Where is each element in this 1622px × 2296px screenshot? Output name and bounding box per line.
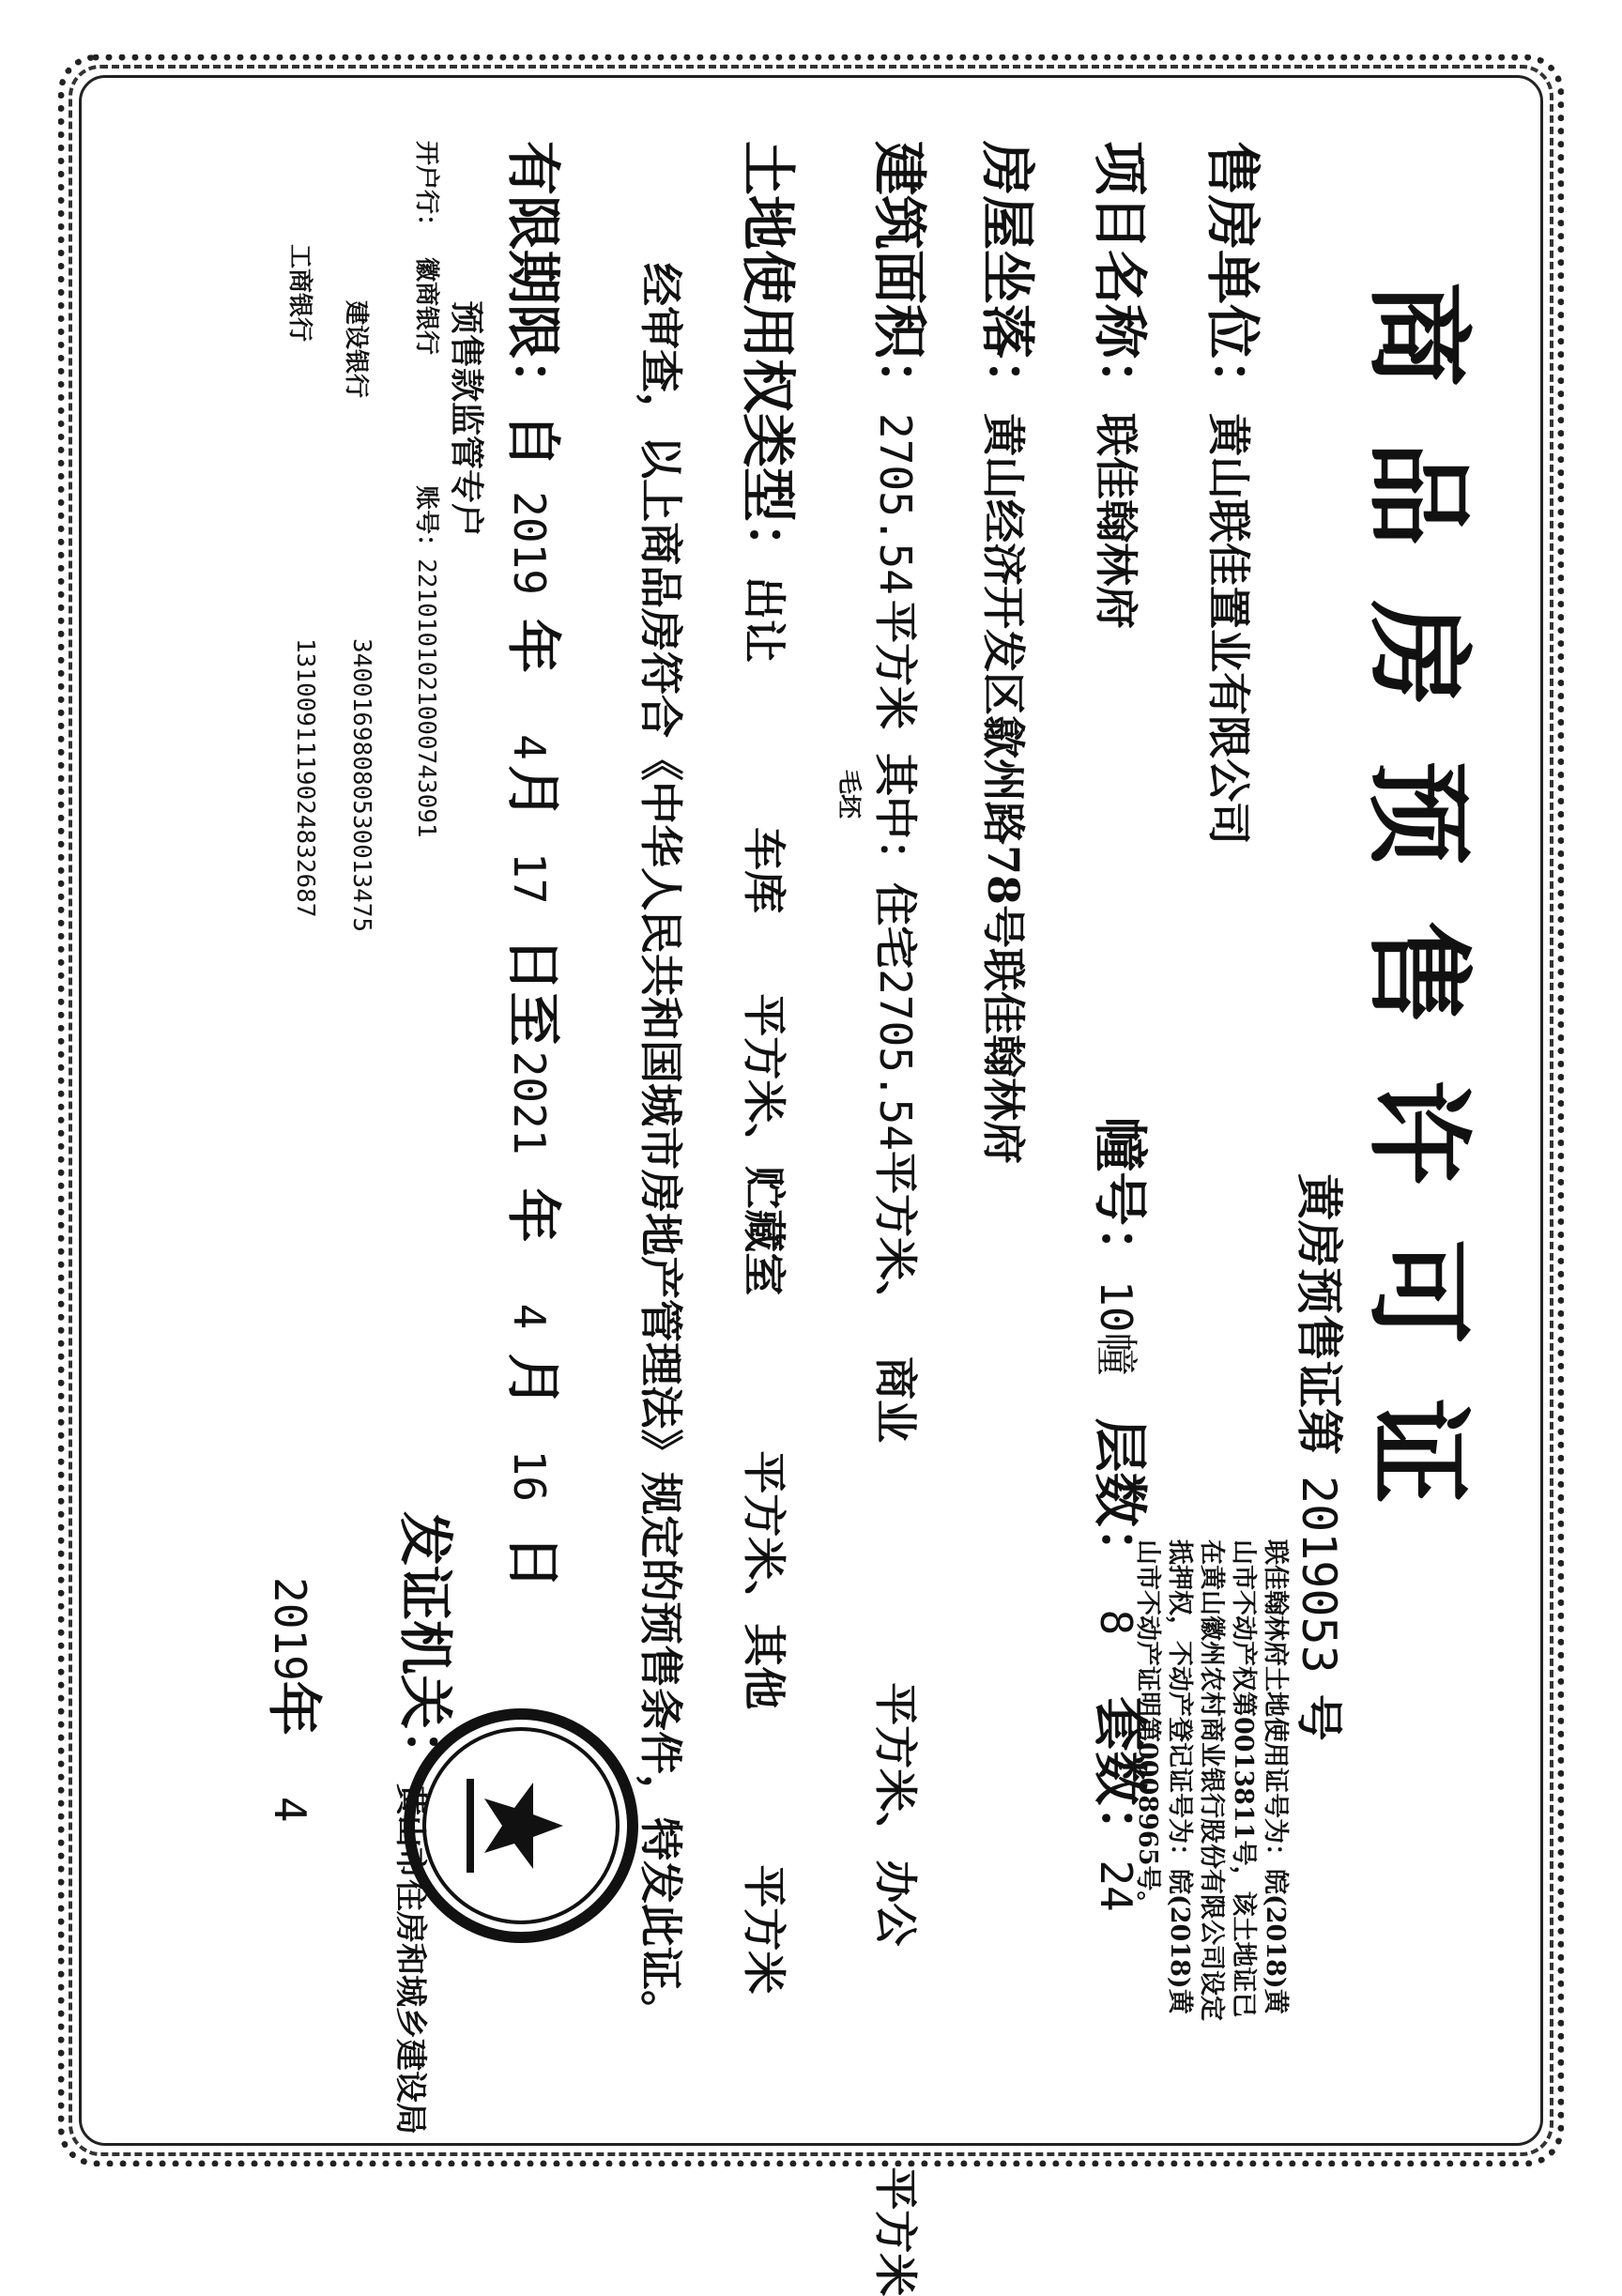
commercial-label: 商业 — [870, 1356, 921, 1444]
account-label: 账号： — [412, 485, 440, 559]
start-month-char: 月 — [501, 764, 565, 819]
issue-month: 4 — [265, 1796, 315, 1823]
among-label: 其中： — [870, 753, 921, 883]
commercial-unit: 平方米、 — [870, 1682, 921, 1856]
end-month: 4 — [504, 1303, 555, 1330]
star-icon — [404, 1708, 638, 1943]
floors-value: 8 — [1091, 1609, 1141, 1636]
location-label: 房屋坐落： — [975, 141, 1039, 414]
account-number-3: 1310091119024832687 — [291, 638, 319, 918]
official-seal — [404, 1708, 638, 1943]
garage-unit: 平方米、 — [739, 993, 789, 1167]
start-year-char: 年 — [501, 619, 565, 674]
garage-label: 车库 — [739, 827, 789, 914]
issuer-authority: 黄山市住房和城乡建设局 — [391, 1783, 429, 2135]
storage-unit: 平方米、 — [739, 1450, 789, 1624]
start-day-to: 日至 — [501, 937, 565, 1047]
residential-label: 住宅 — [870, 882, 921, 970]
location-row — [972, 141, 1051, 1164]
land-use-value: 出让 — [739, 576, 789, 664]
issue-year-char: 年 — [262, 1680, 326, 1736]
bank-name-3: 工商银行 — [285, 244, 314, 343]
certificate-suffix: 号 — [1292, 1693, 1347, 1741]
area-label: 建筑面积： — [867, 141, 931, 414]
project-row — [1085, 141, 1164, 629]
location-value: 黄山经济开发区歙州路78号联佳翰林府 — [978, 413, 1029, 1165]
area-unit: 平方米 — [870, 599, 921, 729]
office-unit: 平方米 — [870, 2166, 921, 2296]
start-day: 17 — [504, 852, 555, 905]
floors-label: 层数： — [1088, 1417, 1152, 1582]
seller-value: 黄山联佳置业有限公司 — [1203, 413, 1254, 846]
start-month: 4 — [504, 734, 555, 760]
other-unit: 平方米 — [739, 1864, 789, 1995]
validity-row — [498, 141, 577, 1589]
land-certificate-note: 联佳翰林府土地使用证号为：皖(2018)黄山市不动产权第0013811号，该土地证已在黄山徽州农村商业银行股份有限公司设定抵押权，不动产登记证号为：皖(2018)黄山市不动产证明第0008965号。 — [1133, 1539, 1290, 2021]
office-label: 办公 — [870, 1860, 921, 1947]
units-value: 24 — [1091, 1860, 1141, 1912]
start-year: 2019 — [504, 491, 555, 595]
bank-name-2: 建设银行 — [342, 300, 370, 399]
bank-name-1: 徽商银行 — [412, 257, 440, 356]
certificate-prefix: 黄房预售证第 — [1292, 1173, 1347, 1455]
end-day-char: 日 — [501, 1534, 565, 1589]
certificate-content — [169, 113, 1558, 2296]
account-number-2: 34001698080530013475 — [347, 638, 375, 933]
other-label: 其他 — [739, 1623, 789, 1710]
certificate-number-value: 2019053 — [1292, 1476, 1346, 1674]
validity-from: 自 — [501, 413, 565, 468]
issue-year: 2019 — [265, 1577, 315, 1681]
end-year: 2021 — [504, 1050, 555, 1156]
bank-open-label: 开户行： — [412, 141, 440, 239]
bank-row-1 — [411, 141, 446, 838]
residential-unit: 平方米、 — [870, 1150, 921, 1324]
area-total: 2705.54 — [870, 413, 921, 595]
end-year-char: 年 — [501, 1187, 565, 1243]
residential-area: 2705.54 — [870, 969, 921, 1151]
land-use-label: 土地使用权类型： — [736, 141, 800, 577]
finish-note: 毛坯 — [834, 770, 863, 819]
escrow-title: 预售款监管专户 — [447, 300, 486, 538]
building-info-row — [1085, 1117, 1164, 1912]
issuer-label: 发证机关： — [393, 1511, 457, 1784]
validity-label: 有限期限： — [501, 141, 565, 414]
storage-label: 贮藏室 — [739, 1166, 789, 1296]
issue-date — [259, 1577, 338, 1823]
account-number-1: 2210101021000743091 — [412, 559, 440, 838]
seller-label: 售房单位： — [1201, 141, 1264, 414]
certificate-title: 商品房预售许可证 — [1356, 282, 1479, 1558]
land-use-row — [733, 141, 812, 1994]
project-value: 联佳翰林府 — [1091, 413, 1141, 630]
units-label: 套数： — [1088, 1696, 1152, 1860]
seller-row — [1198, 141, 1277, 845]
building-value: 10幢 — [1091, 1280, 1141, 1376]
area-row — [865, 141, 943, 2296]
approval-statement: 经审查，以上商品房符合《中华人民共和国城市房地产管理法》规定的预售条件，特发此证。 — [635, 263, 686, 2033]
project-label: 项目名称： — [1088, 141, 1152, 414]
certificate-number — [1289, 1173, 1356, 1741]
end-month-char: 月 — [501, 1353, 565, 1408]
building-label: 幢号： — [1088, 1117, 1152, 1281]
end-day: 16 — [504, 1449, 555, 1502]
